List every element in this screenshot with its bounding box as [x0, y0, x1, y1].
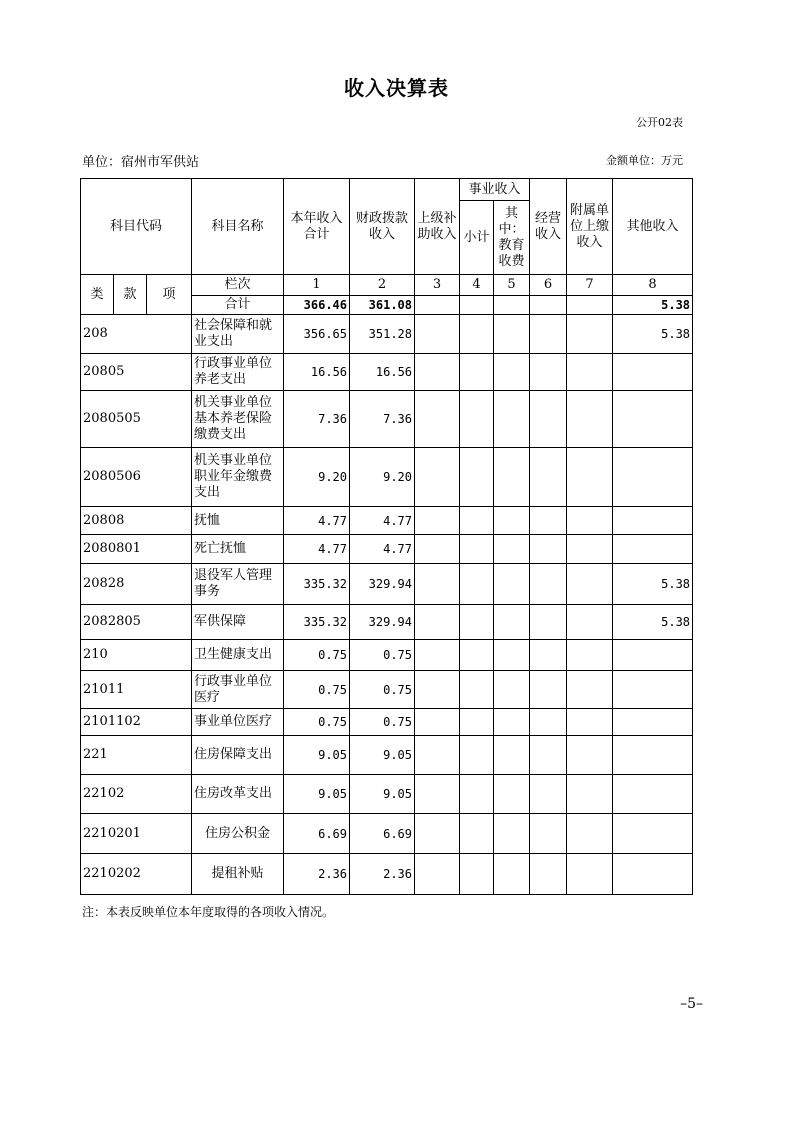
table-row: [81, 854, 693, 895]
header-fiscal-appropriation: 财政拨款收入: [350, 179, 415, 275]
row-fiscal-appropriation: 4.77: [350, 535, 415, 564]
header-other-income: 其他收入: [613, 179, 693, 275]
row-total-income: 6.69: [284, 814, 350, 854]
empty-cell: [567, 854, 613, 895]
empty-cell: [567, 671, 613, 709]
empty-cell: [494, 507, 530, 535]
table-row: [81, 507, 693, 535]
empty-cell: [415, 605, 460, 640]
row-name: 住房保障支出: [192, 736, 284, 775]
header-xiang: 项: [147, 275, 192, 315]
header-lei: 类: [81, 275, 114, 315]
row-name: 住房改革支出: [192, 775, 284, 814]
row-name: 死亡抚恤: [192, 535, 284, 564]
total-income-value: 366.46: [284, 296, 350, 315]
row-total-income: 335.32: [284, 605, 350, 640]
row-name: 机关事业单位职业年金缴费支出: [192, 448, 284, 507]
row-code: 221: [81, 736, 192, 775]
empty-cell: [494, 814, 530, 854]
row-fiscal-appropriation: 9.20: [350, 448, 415, 507]
table-row: [81, 814, 693, 854]
table-row: [81, 775, 693, 814]
empty-cell: [530, 671, 567, 709]
empty-cell: [494, 564, 530, 605]
header-subsidiary-remittance: 附属单位上缴收入: [567, 179, 613, 275]
col-number: 2: [350, 275, 415, 296]
empty-cell: [415, 564, 460, 605]
row-total-income: 2.36: [284, 854, 350, 895]
empty-cell: [460, 709, 494, 736]
table-row: [81, 605, 693, 640]
header-code: 科目代码: [81, 179, 192, 275]
col-number: 6: [530, 275, 567, 296]
row-other-income: 5.38: [613, 605, 693, 640]
empty-cell: [460, 354, 494, 391]
empty-cell: [460, 315, 494, 354]
form-number: 公开02表: [636, 116, 683, 129]
row-fiscal-appropriation: 0.75: [350, 709, 415, 736]
empty-cell: [415, 507, 460, 535]
empty-cell: [494, 315, 530, 354]
empty-cell: [494, 448, 530, 507]
row-fiscal-appropriation: 9.05: [350, 736, 415, 775]
row-total-income: 335.32: [284, 564, 350, 605]
empty-cell: [530, 391, 567, 448]
empty-cell: [460, 736, 494, 775]
row-code: 2080801: [81, 535, 192, 564]
empty-cell: [415, 640, 460, 671]
empty-cell: [530, 640, 567, 671]
empty-cell: [530, 814, 567, 854]
row-fiscal-appropriation: 16.56: [350, 354, 415, 391]
header-business-income: 事业收入: [460, 179, 530, 201]
row-other-income: 5.38: [613, 564, 693, 605]
footnote: 注：本表反映单位本年度取得的各项收入情况。: [82, 905, 335, 919]
header-operating-income: 经营收入: [530, 179, 567, 275]
col-number: 5: [494, 275, 530, 296]
empty-cell: [460, 564, 494, 605]
row-total-income: 7.36: [284, 391, 350, 448]
empty-cell: [494, 854, 530, 895]
row-name: 卫生健康支出: [192, 640, 284, 671]
empty-cell: [460, 640, 494, 671]
row-other-income: [613, 391, 693, 448]
empty-cell: [460, 605, 494, 640]
empty-cell: [494, 296, 530, 315]
row-code: 208: [81, 315, 192, 354]
empty-cell: [530, 315, 567, 354]
empty-cell: [460, 671, 494, 709]
table-row: [81, 709, 693, 736]
header-business-subtotal: 小计: [460, 201, 494, 275]
header-total-income: 本年收入合计: [284, 179, 350, 275]
empty-cell: [530, 736, 567, 775]
empty-cell: [460, 448, 494, 507]
empty-cell: [494, 736, 530, 775]
empty-cell: [530, 507, 567, 535]
empty-cell: [567, 605, 613, 640]
total-label: 合计: [192, 296, 284, 315]
table-row: [81, 671, 693, 709]
row-total-income: 0.75: [284, 640, 350, 671]
page-number: –5–: [680, 996, 703, 1012]
empty-cell: [530, 775, 567, 814]
row-total-income: 16.56: [284, 354, 350, 391]
empty-cell: [530, 296, 567, 315]
empty-cell: [567, 507, 613, 535]
empty-cell: [567, 640, 613, 671]
row-code: 20808: [81, 507, 192, 535]
row-other-income: [613, 671, 693, 709]
header-business-education-fees: 其中：教育收费: [494, 201, 530, 275]
row-code: 20828: [81, 564, 192, 605]
table-row: [81, 354, 693, 391]
total-other-value: 5.38: [613, 296, 693, 315]
row-total-income: 4.77: [284, 535, 350, 564]
row-fiscal-appropriation: 0.75: [350, 671, 415, 709]
row-other-income: [613, 354, 693, 391]
row-name: 住房公积金: [192, 814, 284, 854]
row-fiscal-appropriation: 4.77: [350, 507, 415, 535]
empty-cell: [415, 775, 460, 814]
empty-cell: [415, 315, 460, 354]
row-code: 2210201: [81, 814, 192, 854]
empty-cell: [460, 391, 494, 448]
empty-cell: [460, 775, 494, 814]
row-other-income: [613, 640, 693, 671]
row-other-income: [613, 535, 693, 564]
row-fiscal-appropriation: 7.36: [350, 391, 415, 448]
row-code: 210: [81, 640, 192, 671]
row-fiscal-appropriation: 329.94: [350, 564, 415, 605]
empty-cell: [494, 535, 530, 564]
empty-cell: [567, 709, 613, 736]
col-number: 3: [415, 275, 460, 296]
row-code: 22102: [81, 775, 192, 814]
empty-cell: [494, 671, 530, 709]
row-code: 2210202: [81, 854, 192, 895]
empty-cell: [530, 448, 567, 507]
empty-cell: [415, 296, 460, 315]
empty-cell: [567, 564, 613, 605]
table-row: [81, 535, 693, 564]
empty-cell: [415, 709, 460, 736]
total-fiscal-value: 361.08: [350, 296, 415, 315]
row-code: 2082805: [81, 605, 192, 640]
empty-cell: [494, 354, 530, 391]
empty-cell: [530, 605, 567, 640]
table-row: [81, 564, 693, 605]
row-name: 机关事业单位基本养老保险缴费支出: [192, 391, 284, 448]
row-other-income: [613, 814, 693, 854]
table-row: [81, 391, 693, 448]
empty-cell: [530, 709, 567, 736]
empty-cell: [494, 640, 530, 671]
table-row: [81, 736, 693, 775]
empty-cell: [415, 535, 460, 564]
empty-cell: [460, 854, 494, 895]
row-total-income: 0.75: [284, 709, 350, 736]
row-code: 2080505: [81, 391, 192, 448]
row-total-income: 9.05: [284, 736, 350, 775]
table-row: [81, 315, 693, 354]
row-code: 2080506: [81, 448, 192, 507]
row-fiscal-appropriation: 6.69: [350, 814, 415, 854]
empty-cell: [460, 814, 494, 854]
header-superior-subsidy: 上级补助收入: [415, 179, 460, 275]
empty-cell: [494, 775, 530, 814]
row-total-income: 9.05: [284, 775, 350, 814]
row-other-income: [613, 507, 693, 535]
table-row: [81, 640, 693, 671]
table-body: [81, 315, 693, 895]
row-name: 军供保障: [192, 605, 284, 640]
row-fiscal-appropriation: 9.05: [350, 775, 415, 814]
row-other-income: 5.38: [613, 315, 693, 354]
row-fiscal-appropriation: 329.94: [350, 605, 415, 640]
empty-cell: [567, 354, 613, 391]
row-name: 事业单位医疗: [192, 709, 284, 736]
empty-cell: [567, 535, 613, 564]
amount-unit-label: 金额单位：万元: [606, 154, 683, 167]
empty-cell: [567, 814, 613, 854]
row-name: 社会保障和就业支出: [192, 315, 284, 354]
empty-cell: [415, 736, 460, 775]
empty-cell: [415, 814, 460, 854]
empty-cell: [415, 854, 460, 895]
row-name: 行政事业单位养老支出: [192, 354, 284, 391]
empty-cell: [530, 354, 567, 391]
row-code: 21011: [81, 671, 192, 709]
empty-cell: [567, 448, 613, 507]
row-other-income: [613, 709, 693, 736]
row-total-income: 0.75: [284, 671, 350, 709]
col-number: 7: [567, 275, 613, 296]
col-number: 8: [613, 275, 693, 296]
empty-cell: [460, 296, 494, 315]
row-name: 退役军人管理事务: [192, 564, 284, 605]
empty-cell: [415, 391, 460, 448]
empty-cell: [567, 315, 613, 354]
row-name: 抚恤: [192, 507, 284, 535]
income-final-accounts-table: [80, 178, 693, 895]
page-title: 收入决算表: [344, 76, 449, 100]
header-name: 科目名称: [192, 179, 284, 275]
row-code: 2101102: [81, 709, 192, 736]
empty-cell: [567, 391, 613, 448]
col-number: 4: [460, 275, 494, 296]
empty-cell: [530, 854, 567, 895]
row-other-income: [613, 448, 693, 507]
empty-cell: [494, 709, 530, 736]
table-row: [81, 448, 693, 507]
row-total-income: 9.20: [284, 448, 350, 507]
row-fiscal-appropriation: 0.75: [350, 640, 415, 671]
row-other-income: [613, 775, 693, 814]
row-code: 20805: [81, 354, 192, 391]
empty-cell: [530, 564, 567, 605]
empty-cell: [460, 507, 494, 535]
empty-cell: [460, 535, 494, 564]
col-number: 1: [284, 275, 350, 296]
row-fiscal-appropriation: 351.28: [350, 315, 415, 354]
row-fiscal-appropriation: 2.36: [350, 854, 415, 895]
row-total-income: 356.65: [284, 315, 350, 354]
unit-label: 单位：宿州市军供站: [82, 155, 200, 170]
empty-cell: [494, 391, 530, 448]
empty-cell: [415, 671, 460, 709]
row-name: 提租补贴: [192, 854, 284, 895]
row-other-income: [613, 736, 693, 775]
empty-cell: [530, 535, 567, 564]
row-total-income: 4.77: [284, 507, 350, 535]
empty-cell: [567, 296, 613, 315]
row-name: 行政事业单位医疗: [192, 671, 284, 709]
header-kuan: 款: [114, 275, 147, 315]
header-lanci: 栏次: [192, 275, 284, 296]
empty-cell: [567, 736, 613, 775]
empty-cell: [415, 354, 460, 391]
empty-cell: [494, 605, 530, 640]
empty-cell: [415, 448, 460, 507]
empty-cell: [567, 775, 613, 814]
row-other-income: [613, 854, 693, 895]
